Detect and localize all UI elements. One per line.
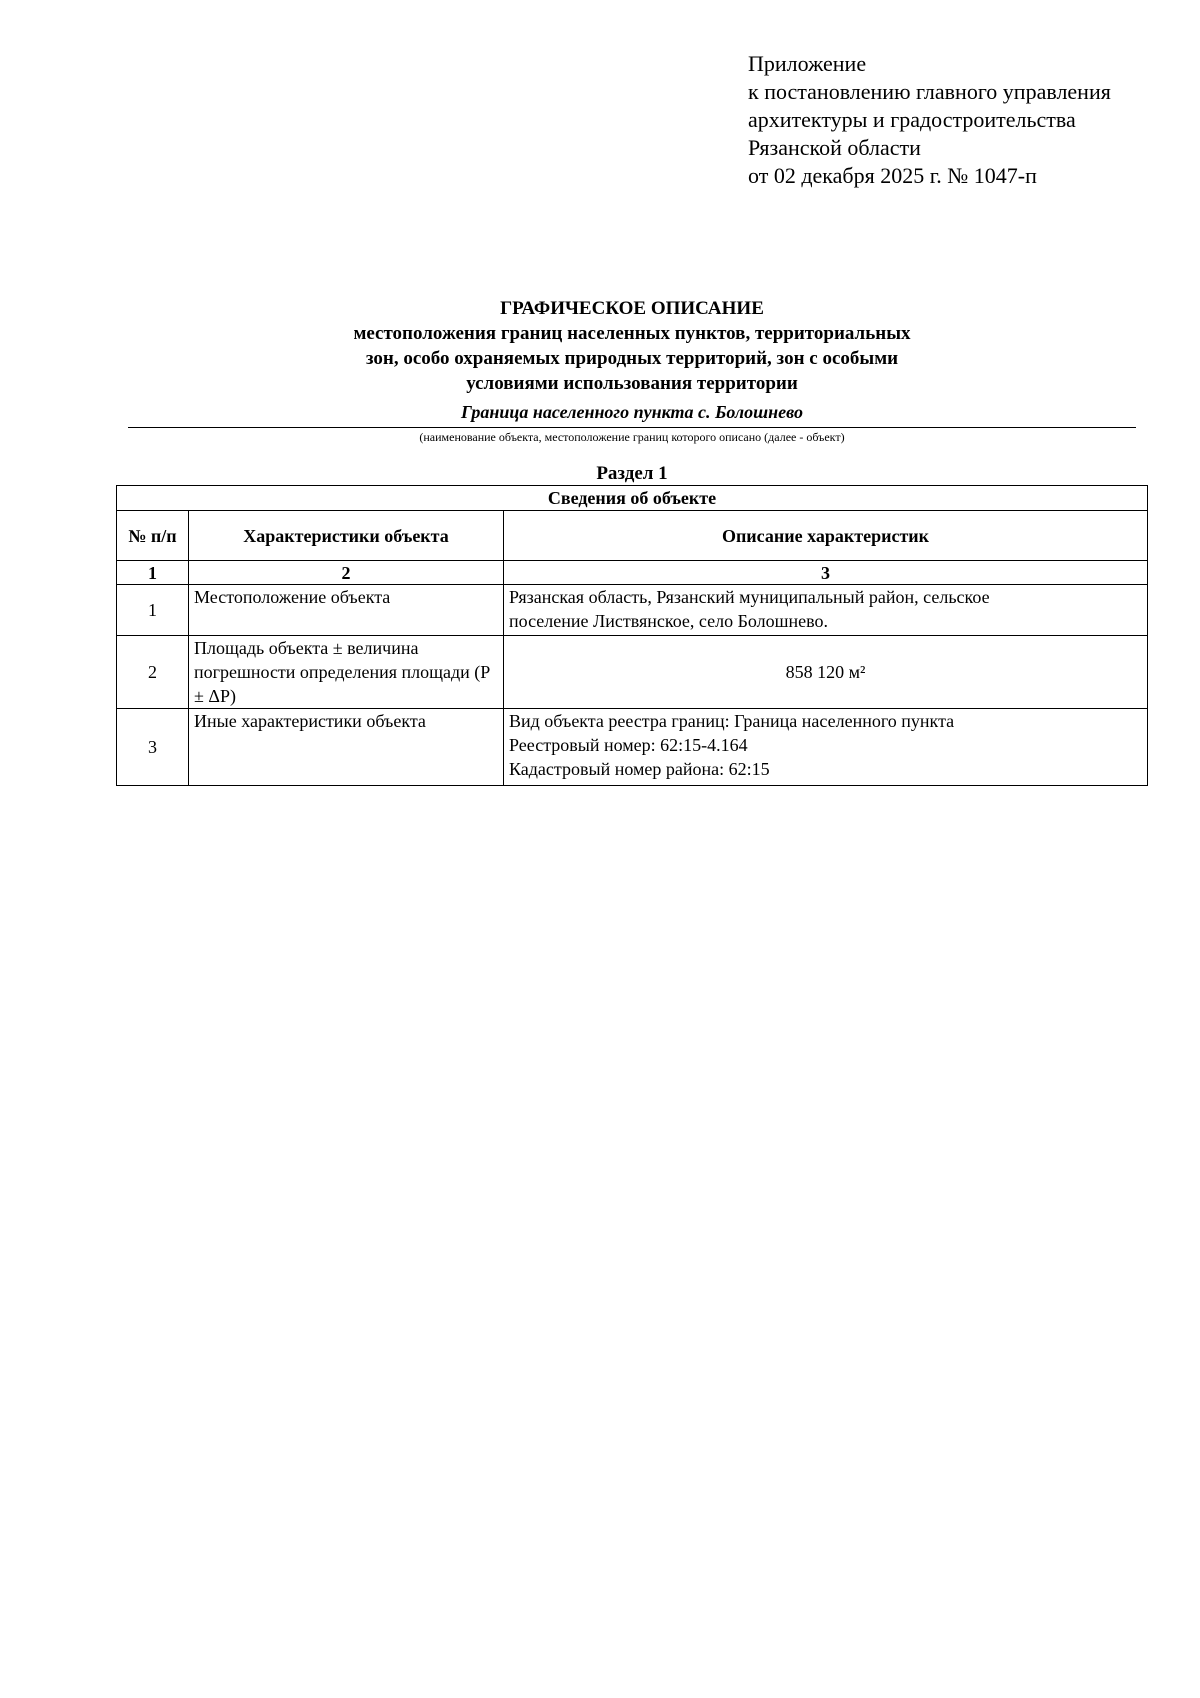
row-characteristic: Площадь объекта ± величина погрешности определения площади (Р ± ΔР) [189,636,504,709]
description-line: поселение Листвянское, село Болошнево. [509,611,829,631]
object-name-underline [128,427,1136,428]
object-name: Граница населенного пункта с. Болошнево [461,402,803,422]
description-line: 858 120 м² [785,662,866,682]
appendix-line: Приложение [748,51,867,76]
table-caption-row [117,486,1148,511]
header-description: Описание характеристик [504,511,1148,561]
appendix-line: архитектуры и градостроительства [748,107,1076,132]
table-row [117,636,1148,709]
object-info-table [116,485,1148,786]
table-row [117,709,1148,786]
row-num: 3 [117,709,189,786]
column-number: 3 [504,561,1148,585]
row-characteristic: Иные характеристики объекта [189,709,504,786]
table-header-row [117,511,1148,561]
row-description [504,709,1148,786]
section-title: Раздел 1 [596,463,668,484]
appendix-line: Рязанской области [748,135,921,160]
header-num: № п/п [117,511,189,561]
column-number: 2 [189,561,504,585]
row-num: 2 [117,636,189,709]
header-characteristic: Характеристики объекта [189,511,504,561]
row-num: 1 [117,585,189,636]
object-name-caption: (наименование объекта, местоположение границ которого описано (далее - объект) [419,430,845,444]
description-line: Кадастровый номер района: 62:15 [509,759,770,779]
title-line: зон, особо охраняемых природных территорий, зон с особыми [365,348,899,369]
row-description [504,585,1148,636]
document-title [128,296,1136,396]
description-line: Реестровый номер: 62:15-4.164 [509,735,748,755]
column-number-row [117,561,1148,585]
table-caption: Сведения об объекте [117,486,1148,511]
description-line: Рязанская область, Рязанский муниципальный район, сельское [509,587,990,607]
appendix-header [748,50,1111,190]
appendix-line: к постановлению главного управления [748,79,1111,104]
table-row [117,585,1148,636]
column-number: 1 [117,561,189,585]
row-description [504,636,1148,709]
title-line: условиями использования территории [466,373,798,394]
title-line: местоположения границ населенных пунктов, территориальных [353,323,911,344]
appendix-line: от 02 декабря 2025 г. № 1047-п [748,163,1037,188]
title-main: ГРАФИЧЕСКОЕ ОПИСАНИЕ [500,298,764,319]
description-line: Вид объекта реестра границ: Граница населенного пункта [509,711,955,731]
row-characteristic: Местоположение объекта [189,585,504,636]
